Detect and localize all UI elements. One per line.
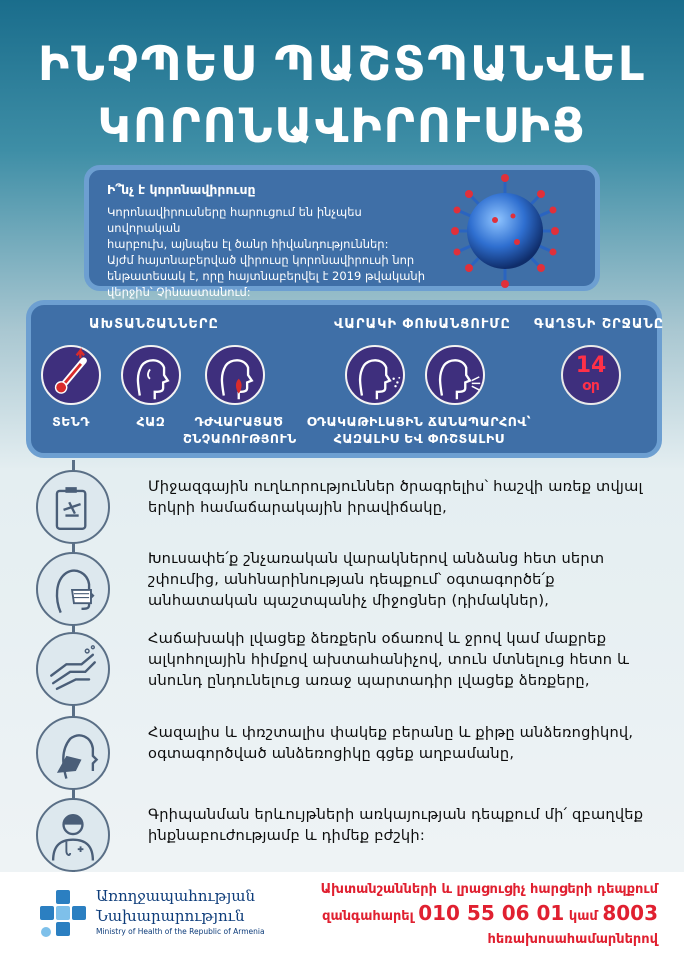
cough-icon bbox=[121, 345, 181, 405]
ministry-english: Ministry of Health of the Republic of Armenia bbox=[96, 927, 265, 936]
info-line: հարբուխ, այնպես էլ ծանր հիվանդություններ: bbox=[107, 237, 389, 251]
breath-label-1: ԴԺՎԱՐԱՑԱԾ bbox=[194, 414, 284, 429]
tip-text: Հաճախակի լվացեք ձեռքերն օճառով և ջրով կամ մաքրեք ալկոհոլային հիմքով ախտահանիչով, տուն մտնելուց հետո և սնունդ ընդունելուց առաջ պարտադիր լվացեք ձեռքերը, bbox=[148, 630, 630, 689]
ministry-logo-icon bbox=[36, 886, 90, 944]
info-line: վերջին՝ Չինաստանում: bbox=[107, 285, 251, 299]
sneeze-icon bbox=[345, 345, 405, 405]
tip-travel bbox=[36, 466, 648, 546]
handwash-icon bbox=[36, 632, 110, 706]
info-line: Կորոնավիրուսները հարուցում են ինչպես սովորական bbox=[107, 205, 362, 235]
hotline-block bbox=[321, 880, 658, 950]
hotline-number: 010 55 06 01 bbox=[418, 901, 565, 925]
info-body bbox=[107, 204, 437, 300]
breath-label-2: ՇՆՉԱՌՈՒԹՅՈՒՆ bbox=[183, 431, 297, 446]
tip-text: Հազալիս և փռշտալիս փակեք բերանը և քիթը անձեռոցիկով, օգտագործված անձեռոցիկը գցեք աղբամանը, bbox=[148, 724, 634, 762]
mask-icon bbox=[36, 552, 110, 626]
hotline-or: կամ bbox=[568, 909, 598, 924]
incubation-heading: ԳԱՂՏՆԻ ՇՐՋԱՆԸ bbox=[534, 317, 665, 332]
title-line-2: ԿՈՐՈՆԱՎԻՐՈՒՍԻՑ bbox=[97, 99, 587, 154]
info-heading: Ի՞նչ է կորոնավիրուսը bbox=[107, 182, 256, 197]
hotline-line-3: հեռախոսահամարներով bbox=[487, 932, 658, 947]
cough-label: ՀԱԶ bbox=[136, 414, 166, 429]
hotline-call: զանգահարել bbox=[322, 909, 414, 924]
tip-mask bbox=[36, 548, 648, 628]
days-number: 14 bbox=[575, 353, 607, 378]
airborne-label-2: ՀԱԶԱԼԻՍ ԵՎ ՓՌՇՏԱԼԻՍ bbox=[333, 431, 505, 446]
tip-text: Գրիպանման երևույթների առկայության դեպքում մի՛ զբաղվեք ինքնաբուժությամբ և դիմեք բժշկի: bbox=[148, 806, 644, 844]
tip-doctor bbox=[36, 794, 648, 874]
coronavirus-icon bbox=[425, 172, 585, 290]
hotline-line-1: Ախտանշանների և լրացուցիչ հարցերի դեպքում bbox=[320, 882, 658, 897]
symptoms-heading: ԱԽՏԱՆՇԱՆՆԵՐԸ bbox=[89, 317, 219, 332]
incubation-days-badge bbox=[561, 345, 621, 405]
cover-mouth-icon bbox=[36, 716, 110, 790]
title-line-1: ԻՆՉՊԵՍ ՊԱՇՏՊԱՆՎԵԼ bbox=[38, 37, 646, 92]
transmission-heading: ՎԱՐԱԿԻ ՓՈԽԱՆՑՈՒՄԸ bbox=[334, 317, 511, 332]
tip-handwash bbox=[36, 628, 648, 708]
hotline-line-2 bbox=[321, 900, 658, 930]
info-line: ենթատեսակ է, որը հայտնաբերվել է 2019 թվականի bbox=[107, 269, 426, 283]
tip-text: Խուսափե՛ք շնչառական վարակներով անձանց հետ սերտ շփումից, անհնարինության դեպքում՝ օգտագործե՛ք անհատական պաշտպանիչ միջոցներ (դիմակներ), bbox=[148, 550, 605, 609]
days-unit: օր bbox=[582, 378, 600, 394]
symptoms-panel bbox=[26, 300, 665, 458]
airborne-label-1: ՕԴԱԿԱԹԻԼԱՅԻՆ ՃԱՆԱՊԱՐՀՈՎ՝ bbox=[306, 414, 532, 429]
hotline-short-number: 8003 bbox=[602, 901, 658, 925]
info-box bbox=[84, 165, 600, 299]
ministry-line-1: Առողջապահության bbox=[96, 887, 256, 905]
info-line: Այժմ հայտնաբերված վիրուսը կորոնավիրուսի նոր bbox=[107, 253, 415, 267]
ministry-line-2: Նախարարություն bbox=[96, 907, 245, 925]
thermometer-icon bbox=[41, 345, 101, 405]
breathing-difficulty-icon bbox=[205, 345, 265, 405]
cough-spray-icon bbox=[425, 345, 485, 405]
fever-label: ՏԵՆԴ bbox=[52, 414, 90, 429]
travel-icon bbox=[36, 470, 110, 544]
page-title bbox=[0, 34, 684, 158]
tip-cover-cough bbox=[36, 712, 648, 792]
ministry-name bbox=[96, 886, 265, 938]
doctor-icon bbox=[36, 798, 110, 872]
footer bbox=[0, 872, 684, 960]
tip-text: Միջազգային ուղևորություններ ծրագրելիս՝ հաշվի առեք տվյալ երկրի համաճարակային իրավիճակը, bbox=[148, 478, 643, 516]
